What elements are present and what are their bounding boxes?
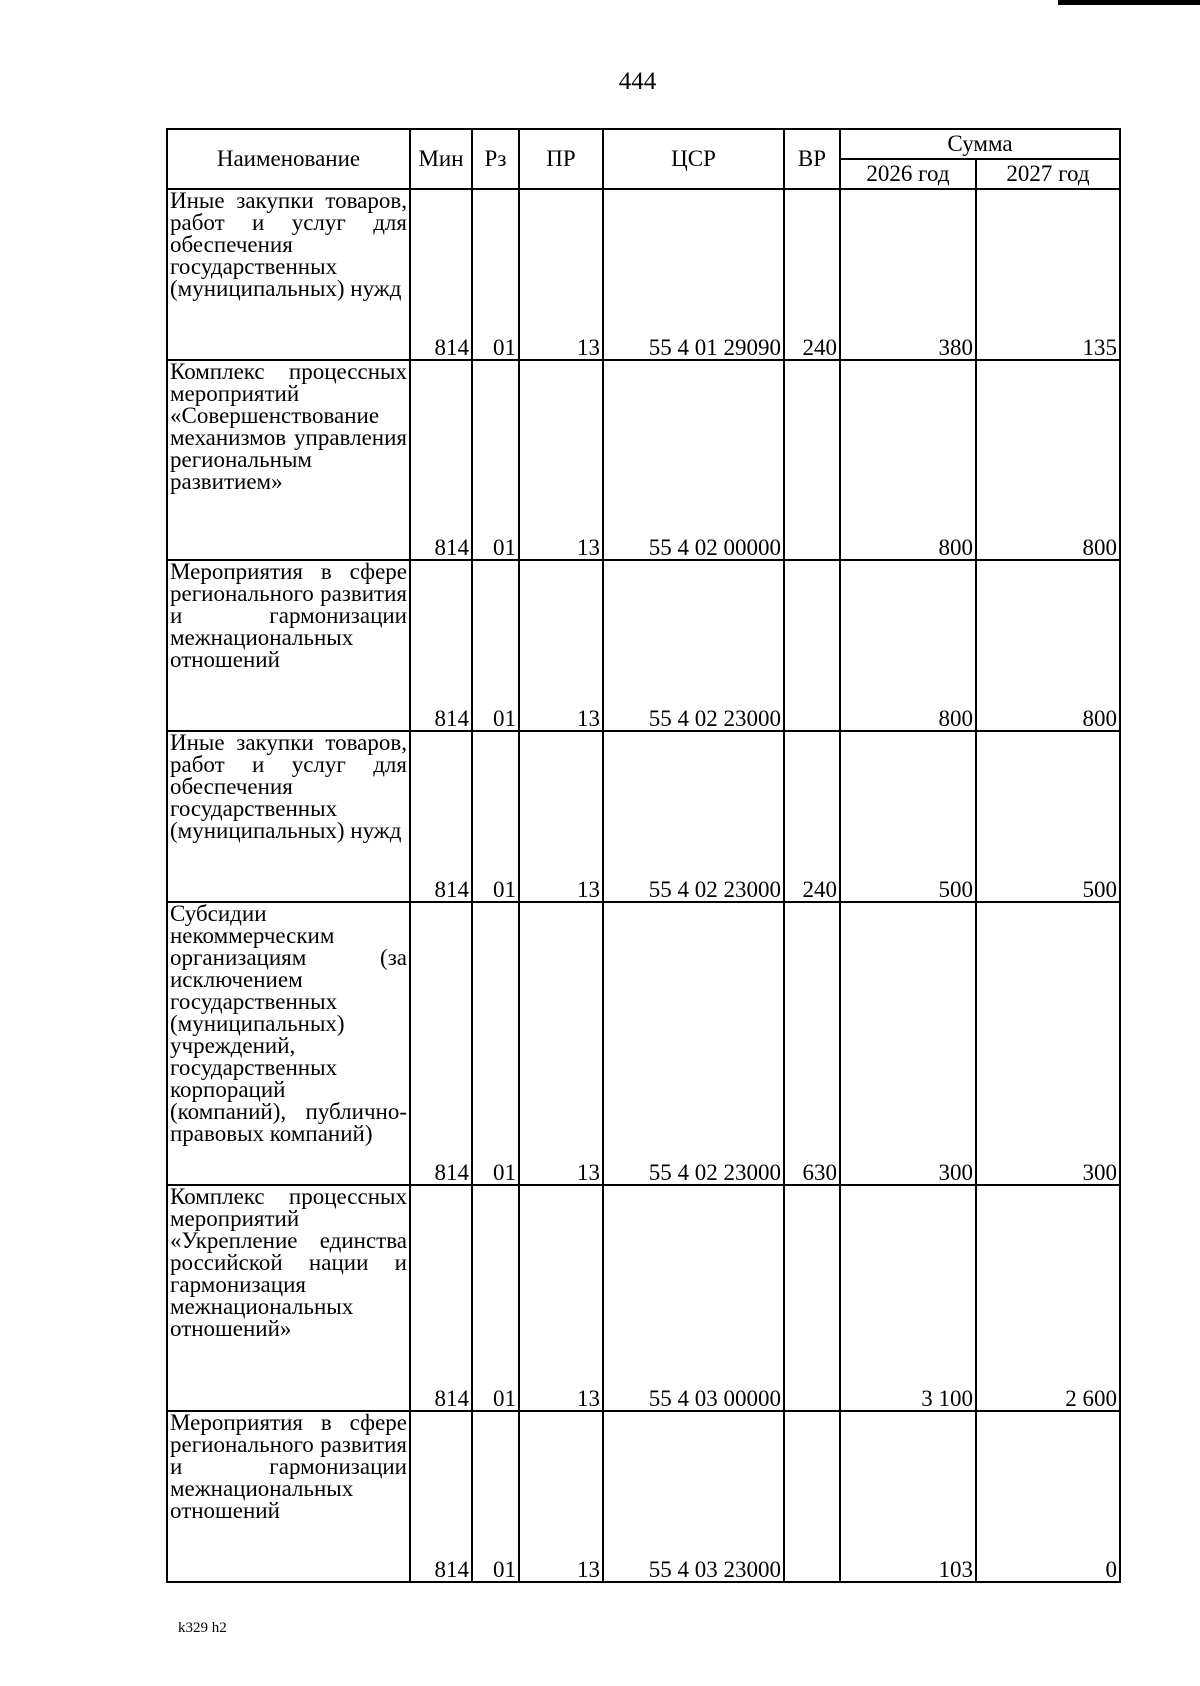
row-sum-2027: 300 (976, 902, 1120, 1185)
table-body (167, 189, 1120, 1582)
budget-table (166, 128, 1121, 1583)
header-rz: Рз (472, 129, 519, 189)
row-csr: 55 4 01 29090 (603, 189, 784, 360)
table-row (167, 1411, 1120, 1582)
footer-code: k329 h2 (178, 1620, 227, 1636)
header-year-2026: 2026 год (840, 159, 976, 189)
row-vr: 240 (784, 189, 840, 360)
scan-edge-mark (1058, 0, 1200, 5)
row-csr: 55 4 03 23000 (603, 1411, 784, 1582)
row-pr: 13 (519, 360, 603, 560)
page-number: 444 (618, 68, 657, 95)
table-row (167, 731, 1120, 902)
row-pr: 13 (519, 731, 603, 902)
row-sum-2027: 800 (976, 360, 1120, 560)
table-row (167, 560, 1120, 731)
table-row (167, 1185, 1120, 1411)
row-pr: 13 (519, 902, 603, 1185)
row-rz: 01 (472, 189, 519, 360)
row-sum-2026: 800 (840, 360, 976, 560)
row-rz: 01 (472, 1185, 519, 1411)
row-csr: 55 4 02 00000 (603, 360, 784, 560)
row-sum-2027: 800 (976, 560, 1120, 731)
row-sum-2026: 500 (840, 731, 976, 902)
row-name: Мероприятия в сфере регионального развития и гармонизации межнациональных отношений (167, 560, 410, 731)
row-sum-2026: 800 (840, 560, 976, 731)
header-sum: Сумма (840, 129, 1120, 159)
header-year-2027: 2027 год (976, 159, 1120, 189)
row-sum-2026: 300 (840, 902, 976, 1185)
table-row (167, 189, 1120, 360)
table-header (167, 129, 1120, 189)
row-name: Мероприятия в сфере регионального развития и гармонизации межнациональных отношений (167, 1411, 410, 1582)
row-pr: 13 (519, 189, 603, 360)
row-pr: 13 (519, 1185, 603, 1411)
row-vr: 240 (784, 731, 840, 902)
row-min: 814 (410, 189, 472, 360)
row-name: Субсидии некоммерческим организациям (за исключением государственных (муниципальных) учреждений, государственных корпораций (компаний), публично-правовых компаний) (167, 902, 410, 1185)
row-sum-2027: 135 (976, 189, 1120, 360)
row-vr (784, 360, 840, 560)
row-vr: 630 (784, 902, 840, 1185)
row-csr: 55 4 02 23000 (603, 560, 784, 731)
row-rz: 01 (472, 1411, 519, 1582)
row-name: Комплекс процессных мероприятий «Укрепление единства российской нации и гармонизация межнациональных отношений» (167, 1185, 410, 1411)
row-min: 814 (410, 1411, 472, 1582)
header-name: Наименование (167, 129, 410, 189)
row-name: Иные закупки товаров, работ и услуг для обеспечения государственных (муниципальных) нужд (167, 731, 410, 902)
row-min: 814 (410, 902, 472, 1185)
row-name: Комплекс процессных мероприятий «Совершенствование механизмов управления региональным развитием» (167, 360, 410, 560)
header-csr: ЦСР (603, 129, 784, 189)
header-vr: ВР (784, 129, 840, 189)
row-min: 814 (410, 1185, 472, 1411)
row-sum-2027: 500 (976, 731, 1120, 902)
table-row (167, 902, 1120, 1185)
row-csr: 55 4 03 00000 (603, 1185, 784, 1411)
row-csr: 55 4 02 23000 (603, 902, 784, 1185)
header-min: Мин (410, 129, 472, 189)
row-sum-2027: 0 (976, 1411, 1120, 1582)
row-csr: 55 4 02 23000 (603, 731, 784, 902)
row-vr (784, 1185, 840, 1411)
row-name: Иные закупки товаров, работ и услуг для обеспечения государственных (муниципальных) нужд (167, 189, 410, 360)
row-rz: 01 (472, 560, 519, 731)
row-sum-2027: 2 600 (976, 1185, 1120, 1411)
row-sum-2026: 3 100 (840, 1185, 976, 1411)
header-pr: ПР (519, 129, 603, 189)
row-min: 814 (410, 731, 472, 902)
row-min: 814 (410, 560, 472, 731)
row-min: 814 (410, 360, 472, 560)
row-vr (784, 560, 840, 731)
row-rz: 01 (472, 902, 519, 1185)
table-row (167, 360, 1120, 560)
row-pr: 13 (519, 1411, 603, 1582)
row-rz: 01 (472, 731, 519, 902)
row-vr (784, 1411, 840, 1582)
row-sum-2026: 380 (840, 189, 976, 360)
row-rz: 01 (472, 360, 519, 560)
row-sum-2026: 103 (840, 1411, 976, 1582)
row-pr: 13 (519, 560, 603, 731)
